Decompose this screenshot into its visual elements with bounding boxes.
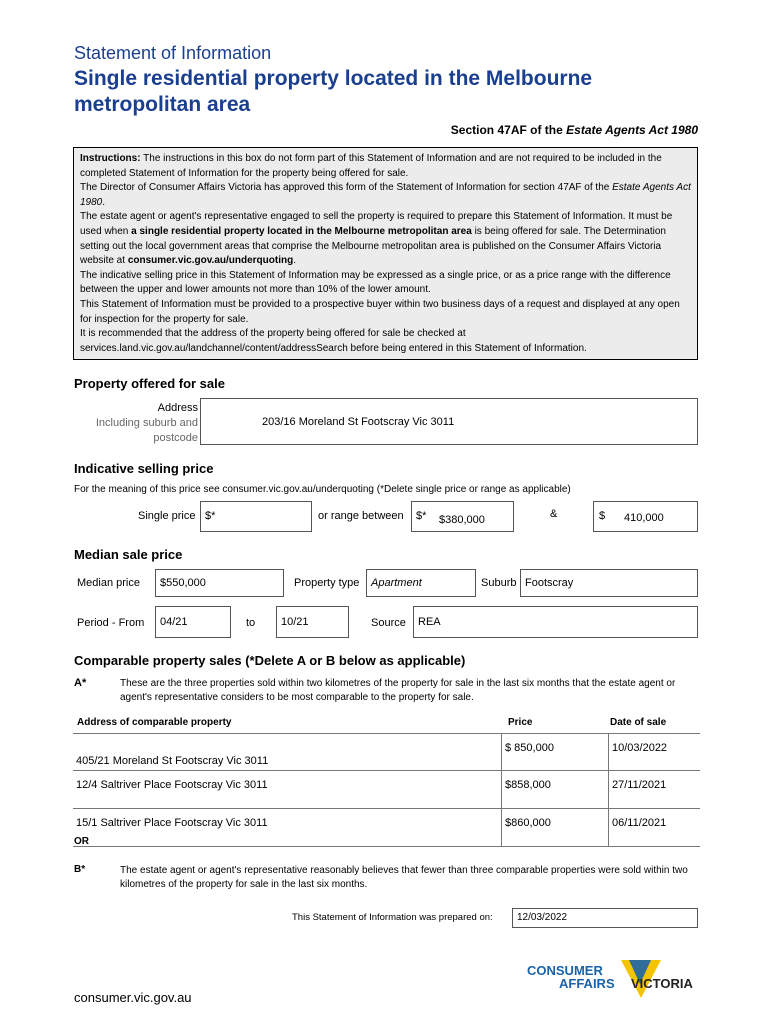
table-row bbox=[73, 809, 700, 847]
instructions-p3: The estate agent or agent's representative engaged to sell the property is required to prepare this Statement of Information. It must be used when a single residential property located in the Melbourne metropolitan area is being offered for sale. The Determination setting out the local government areas that comprise the Melbourne metropolitan area is published on the Consumer Affairs Victoria website at consumer.vic.gov.au/underquoting. bbox=[80, 211, 673, 267]
period-to-label: to bbox=[246, 617, 256, 629]
period-to-field[interactable]: 10/21 bbox=[276, 606, 349, 638]
instructions-p6: It is recommended that the address of the property being offered for sale be checked at services.land.vic.gov.au/landchannel/content/addressSearch before being entered in this Statement of Information. bbox=[80, 328, 587, 354]
underquoting-link: consumer.vic.gov.au/underquoting bbox=[127, 255, 294, 267]
logo-victoria-text: VICTORIA bbox=[631, 976, 693, 991]
address-field[interactable]: 203/16 Moreland St Footscray Vic 3011 bbox=[200, 398, 698, 445]
range-low-field[interactable]: $* $380,000 bbox=[411, 501, 514, 532]
comparable-heading: Comparable property sales (*Delete A or B below as applicable) bbox=[74, 653, 466, 668]
median-price-label: Median price bbox=[77, 577, 140, 589]
property-type-label: Property type bbox=[294, 577, 360, 589]
comparable-date[interactable]: 27/11/2021 bbox=[609, 771, 701, 809]
table-row bbox=[73, 734, 700, 771]
instructions-box bbox=[73, 147, 698, 360]
comparable-price[interactable]: $ 850,000 bbox=[502, 734, 609, 771]
median-heading: Median sale price bbox=[74, 547, 183, 562]
option-b-text: The estate agent or agent's representative reasonably believes that fewer than three comparable properties were sold within two kilometres of the property for sale in the last six months. bbox=[120, 865, 688, 890]
median-price-field[interactable]: $550,000 bbox=[155, 569, 284, 597]
address-label: Address Including suburb and postcode bbox=[95, 402, 198, 444]
comparable-address[interactable]: 12/4 Saltriver Place Footscray Vic 3011 bbox=[73, 771, 502, 809]
indicative-heading: Indicative selling price bbox=[74, 461, 214, 476]
col-date-header: Date of sale bbox=[610, 717, 667, 728]
range-high-field[interactable]: $ 410,000 bbox=[593, 501, 698, 532]
footer-url: consumer.vic.gov.au bbox=[74, 990, 192, 1005]
suburb-field[interactable]: Footscray bbox=[520, 569, 698, 597]
comparable-date[interactable]: 06/11/2021 bbox=[609, 809, 701, 847]
instructions-p2: The Director of Consumer Affairs Victoria has approved this form of the Statement of Information for section 47AF of the Estate Agents Act 1980. bbox=[80, 182, 691, 208]
option-a-label: A* bbox=[74, 677, 87, 689]
table-row bbox=[73, 771, 700, 809]
statement-title: Statement of Information bbox=[74, 43, 272, 63]
source-field[interactable]: REA bbox=[413, 606, 698, 638]
instructions-p1: Instructions: The instructions in this box do not form part of this Statement of Information and are not required to be included in the completed Statement of Information for the property being offered for sale. bbox=[80, 153, 662, 179]
col-address-header: Address of comparable property bbox=[77, 717, 232, 728]
consumer-affairs-victoria-logo bbox=[527, 958, 705, 1008]
comparable-address[interactable]: 405/21 Moreland St Footscray Vic 3011 bbox=[73, 734, 502, 771]
or-label: OR bbox=[74, 836, 89, 847]
prepared-date-field[interactable]: 12/03/2022 bbox=[512, 908, 698, 928]
single-price-label: Single price bbox=[138, 510, 196, 522]
suburb-label: Suburb bbox=[481, 577, 517, 589]
option-b-label: B* bbox=[74, 864, 86, 875]
range-label: or range between bbox=[318, 510, 404, 522]
comparable-date[interactable]: 10/03/2022 bbox=[609, 734, 701, 771]
single-price-field[interactable]: $* bbox=[200, 501, 312, 532]
comparable-address[interactable]: 15/1 Saltriver Place Footscray Vic 3011 bbox=[73, 809, 502, 847]
section-reference: Section 47AF of the Estate Agents Act 1980 bbox=[450, 123, 698, 137]
period-from-label: Period - From bbox=[77, 617, 145, 629]
logo-consumer-text: CONSUMER bbox=[527, 963, 603, 978]
property-type-field[interactable]: Apartment bbox=[366, 569, 476, 597]
comparable-price[interactable]: $858,000 bbox=[502, 771, 609, 809]
period-from-field[interactable]: 04/21 bbox=[155, 606, 231, 638]
property-heading: Property offered for sale bbox=[74, 376, 225, 391]
option-a-text: These are the three properties sold within two kilometres of the property for sale in the last six months that the estate agent or agent's representative considers to be most comparable to the property for sale. bbox=[120, 678, 676, 703]
source-label: Source bbox=[371, 617, 406, 629]
page-title: Single residential property located in the Melbourne metropolitan area bbox=[74, 67, 593, 116]
comparable-price[interactable]: $860,000 bbox=[502, 809, 609, 847]
instructions-p5: This Statement of Information must be provided to a prospective buyer within two business days of a request and displayed at any open for inspection for the property for sale. bbox=[80, 298, 680, 325]
instructions-p4: The indicative selling price in this Statement of Information may be expressed as a single price, or as a price range with the difference between the upper and lower amounts not more than 10% of the lower amount. bbox=[80, 269, 671, 296]
range-ampersand: & bbox=[550, 508, 558, 520]
logo-affairs-text: AFFAIRS bbox=[559, 976, 615, 991]
indicative-note: For the meaning of this price see consumer.vic.gov.au/underquoting (*Delete single price or range as applicable) bbox=[74, 484, 571, 495]
prepared-on-label: This Statement of Information was prepared on: bbox=[292, 912, 493, 923]
comparable-table bbox=[73, 733, 700, 847]
col-price-header: Price bbox=[508, 717, 533, 728]
act-name: Estate Agents Act 1980 bbox=[566, 123, 698, 137]
